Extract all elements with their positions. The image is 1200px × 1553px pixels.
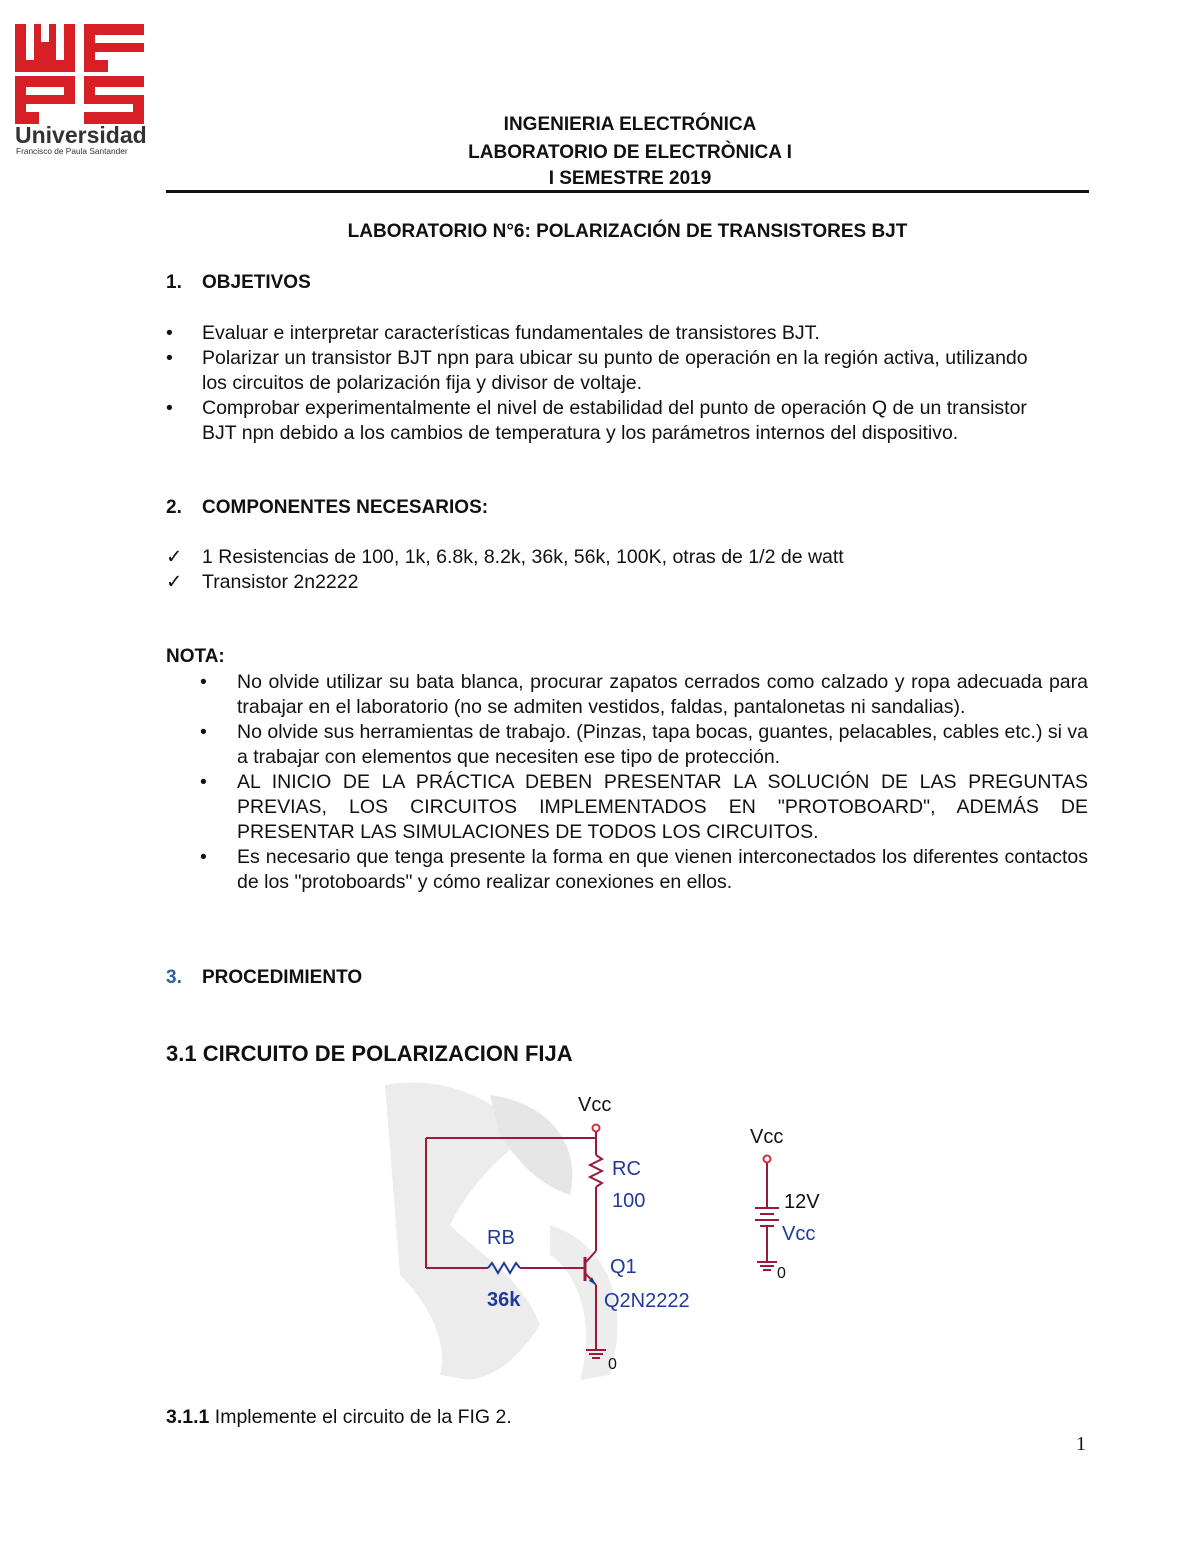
source-vcc-label: Vcc — [750, 1126, 784, 1148]
bullet-icon: • — [200, 846, 207, 868]
q1-model: Q2N2222 — [604, 1290, 690, 1312]
list-item: • Evaluar e interpretar características fundamentales de transistores BJT. — [166, 322, 820, 344]
checkmark-icon: ✓ — [166, 571, 183, 593]
section-objectives-heading: 1. OBJETIVOS — [166, 272, 311, 293]
source-ground-label: 0 — [777, 1265, 786, 1282]
university-logo — [12, 22, 147, 157]
note-list — [200, 670, 1088, 895]
header-line-1: INGENIERIA ELECTRÓNICA — [503, 114, 757, 135]
components-list — [166, 545, 1056, 595]
q1-label: Q1 — [610, 1256, 637, 1278]
logo-wordmark: Universidad — [15, 122, 147, 148]
bullet-icon: • — [200, 771, 207, 793]
circuit-figure — [380, 1075, 850, 1385]
logo-subtitle: Francisco de Paula Santander — [16, 146, 128, 156]
list-item: • Es necesario que tenga presente la forma en que vienen interconectados los diferentes contactos de los "protoboards" y cómo realizar conexiones en ellos. — [200, 846, 1088, 893]
rb-label: RB — [487, 1227, 515, 1249]
bullet-icon: • — [200, 671, 207, 693]
rc-value: 100 — [612, 1190, 646, 1212]
bullet-icon: • — [200, 721, 207, 743]
list-item: ✓ Transistor 2n2222 — [166, 571, 359, 593]
list-item: • No olvide utilizar su bata blanca, procurar zapatos cerrados como calzado y ropa adecuada para trabajar en el laboratorio (no se admiten vestidos, faldas, pantalonetas ni sandalias). — [200, 671, 1088, 718]
list-item: ✓ 1 Resistencias de 100, 1k, 6.8k, 8.2k, 36k, 56k, 100K, otras de 1/2 de watt — [166, 546, 844, 568]
header-line-3: I SEMESTRE 2019 — [548, 168, 712, 189]
list-item: • AL INICIO DE LA PRÁCTICA DEBEN PRESENTAR LA SOLUCIÓN DE LAS PREGUNTAS PREVIAS, LOS CIRCUITOS IMPLEMENTADOS EN "PROTOBOARD", ADEMÁS DE PRESENTAR LAS SIMULACIONES DE TODOS LOS CIRCUITOS. — [200, 771, 1088, 843]
source-voltage: 12V — [784, 1191, 820, 1213]
list-item: • Polarizar un transistor BJT npn para ubicar su punto de operación en la región activa, utilizando los circuitos de polarización fija y divisor de voltaje. — [166, 347, 1028, 394]
rc-label: RC — [612, 1158, 641, 1180]
objectives-list — [166, 321, 1056, 446]
ground-label: 0 — [608, 1356, 617, 1373]
note-heading: NOTA: — [166, 646, 225, 667]
page-number: 1 — [1076, 1433, 1086, 1455]
list-item: • No olvide sus herramientas de trabajo. (Pinzas, tapa bocas, guantes, pelacables, cables etc.) si va a trabajar con elementos que necesiten ese tipo de protección. — [200, 721, 1088, 768]
document-title: LABORATORIO N°6: POLARIZACIÓN DE TRANSISTORES BJT — [347, 221, 908, 242]
section-components-heading: 2. COMPONENTES NECESARIOS: — [166, 497, 489, 518]
section-3-1-heading: 3.1 CIRCUITO DE POLARIZACION FIJA — [166, 1041, 573, 1066]
header-rule — [166, 190, 1089, 193]
bullet-icon: • — [166, 322, 173, 344]
vcc-label: Vcc — [578, 1094, 612, 1116]
bullet-icon: • — [166, 347, 173, 369]
header-line-2: LABORATORIO DE ELECTRÒNICA I — [468, 142, 792, 163]
list-item: • Comprobar experimentalmente el nivel de estabilidad del punto de operación Q de un transistor BJT npn debido a los cambios de temperatura y los parámetros internos del dispositivo. — [166, 397, 1027, 444]
section-procedure-heading: 3. PROCEDIMIENTO — [166, 967, 363, 988]
bullet-icon: • — [166, 397, 173, 419]
checkmark-icon: ✓ — [166, 546, 183, 568]
step-3-1-1: 3.1.1 Implemente el circuito de la FIG 2. — [166, 1406, 512, 1428]
source-name: Vcc — [782, 1223, 816, 1245]
rb-value: 36k — [487, 1289, 521, 1311]
